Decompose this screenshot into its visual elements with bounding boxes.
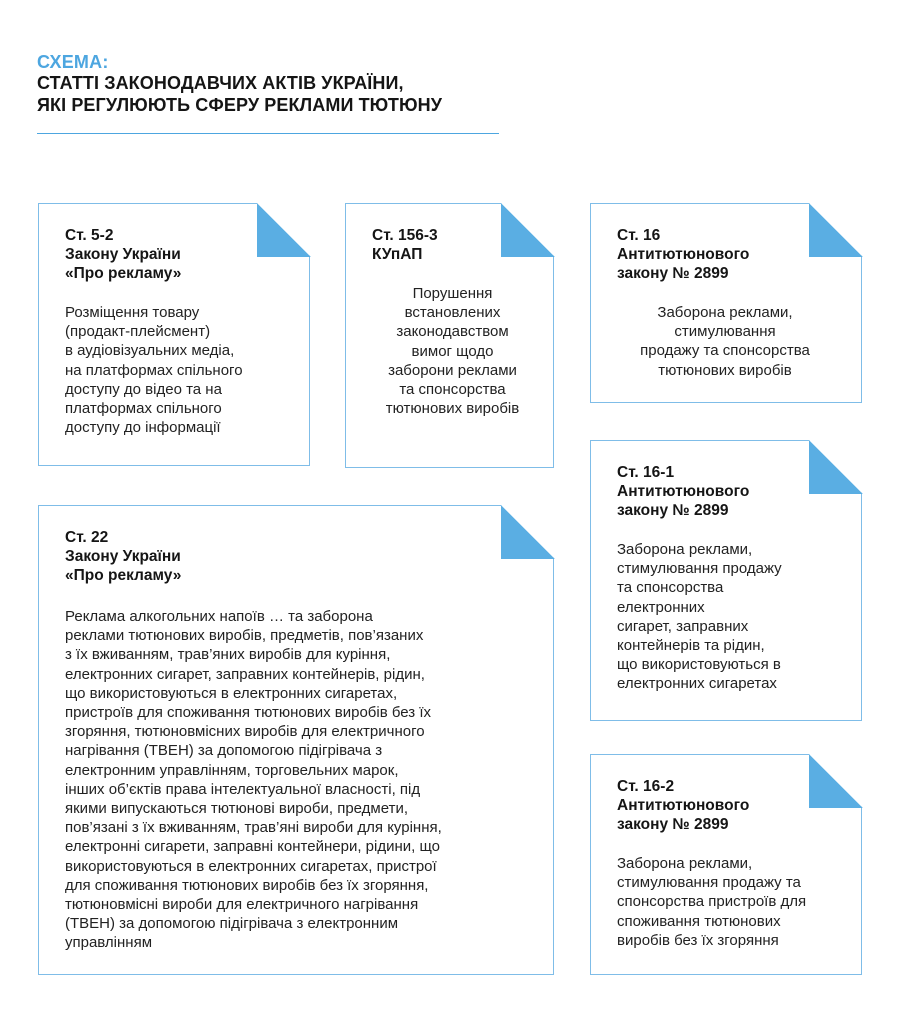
card-description: Заборона реклами, стимулювання продажу та спонсорства пристроїв для споживання тютюнових виробів без їх згоряння bbox=[617, 855, 807, 949]
folded-corner-icon bbox=[809, 203, 863, 257]
card-description: Заборона реклами, стимулювання продажу та спонсорства електронних сигарет, заправних контейнерів та рідин, що використовуються в електронних сигаретах bbox=[617, 541, 782, 693]
card-title: Ст. 156-3 КУпАП bbox=[372, 227, 438, 263]
card-title: Ст. 16-1 Антитютюнового закону № 2899 bbox=[617, 464, 750, 519]
folded-corner-icon bbox=[809, 754, 863, 808]
card-article-156-3 bbox=[345, 203, 554, 468]
card-description: Розміщення товару (продакт-плейсмент) в аудіовізуальних медіа, на платформах спільного доступу до відео та на платформах спільного доступу до інформації bbox=[65, 304, 243, 437]
folded-corner-icon bbox=[501, 505, 555, 559]
card-description: Реклама алкогольних напоїв … та заборона реклами тютюнових виробів, предметів, пов’язаних з їх вживанням, трав’яних виробів для куріння, електронних сигарет, заправних контейнерів, рідин, що використовуються в електронних сигаретах, пристроїв для споживання тютюнових виробів без їх згоряння, тютюновмісних виробів для електричного нагрівання (ТВЕН) за допомогою підігрівача з електронним управлінням, торговельних марок, інших об’єктів права інтелектуальної власності, під якими випускаються тютюнові вироби, предмети, пов’язані з їх вживанням, трав’яні вироби для куріння, електронні сигарети, заправні контейнери, рідини, що використовуються в електронних сигаретах, пристрої для споживання тютюнових виробів без їх згоряння, тютюновмісні вироби для електричного нагрівання (ТВЕН) за допомогою підігрівача з електронним управлінням bbox=[65, 608, 442, 952]
card-description: Порушення встановлених законодавством вимог щодо заборони реклами та спонсорства тютюнових виробів bbox=[385, 285, 520, 418]
card-article-16-1 bbox=[590, 440, 862, 721]
header-divider bbox=[37, 133, 499, 134]
page-title: СТАТТІ ЗАКОНОДАВЧИХ АКТІВ УКРАЇНИ, ЯКІ РЕГУЛЮЮТЬ СФЕРУ РЕКЛАМИ ТЮТЮНУ bbox=[37, 73, 443, 115]
card-article-16-2 bbox=[590, 754, 862, 975]
scheme-label: СХЕМА: bbox=[37, 52, 109, 72]
folded-corner-icon bbox=[257, 203, 311, 257]
folded-corner-icon bbox=[809, 440, 863, 494]
card-article-22 bbox=[38, 505, 554, 975]
card-description: Заборона реклами, стимулювання продажу та спонсорства тютюнових виробів bbox=[640, 304, 810, 379]
card-article-5-2 bbox=[38, 203, 310, 466]
folded-corner-icon bbox=[501, 203, 555, 257]
diagram-header bbox=[37, 52, 507, 116]
card-article-16 bbox=[590, 203, 862, 403]
card-title: Ст. 5-2 Закону України «Про рекламу» bbox=[65, 227, 182, 282]
card-title: Ст. 16-2 Антитютюнового закону № 2899 bbox=[617, 778, 750, 833]
card-title: Ст. 22 Закону України «Про рекламу» bbox=[65, 529, 182, 584]
card-title: Ст. 16 Антитютюнового закону № 2899 bbox=[617, 227, 750, 282]
